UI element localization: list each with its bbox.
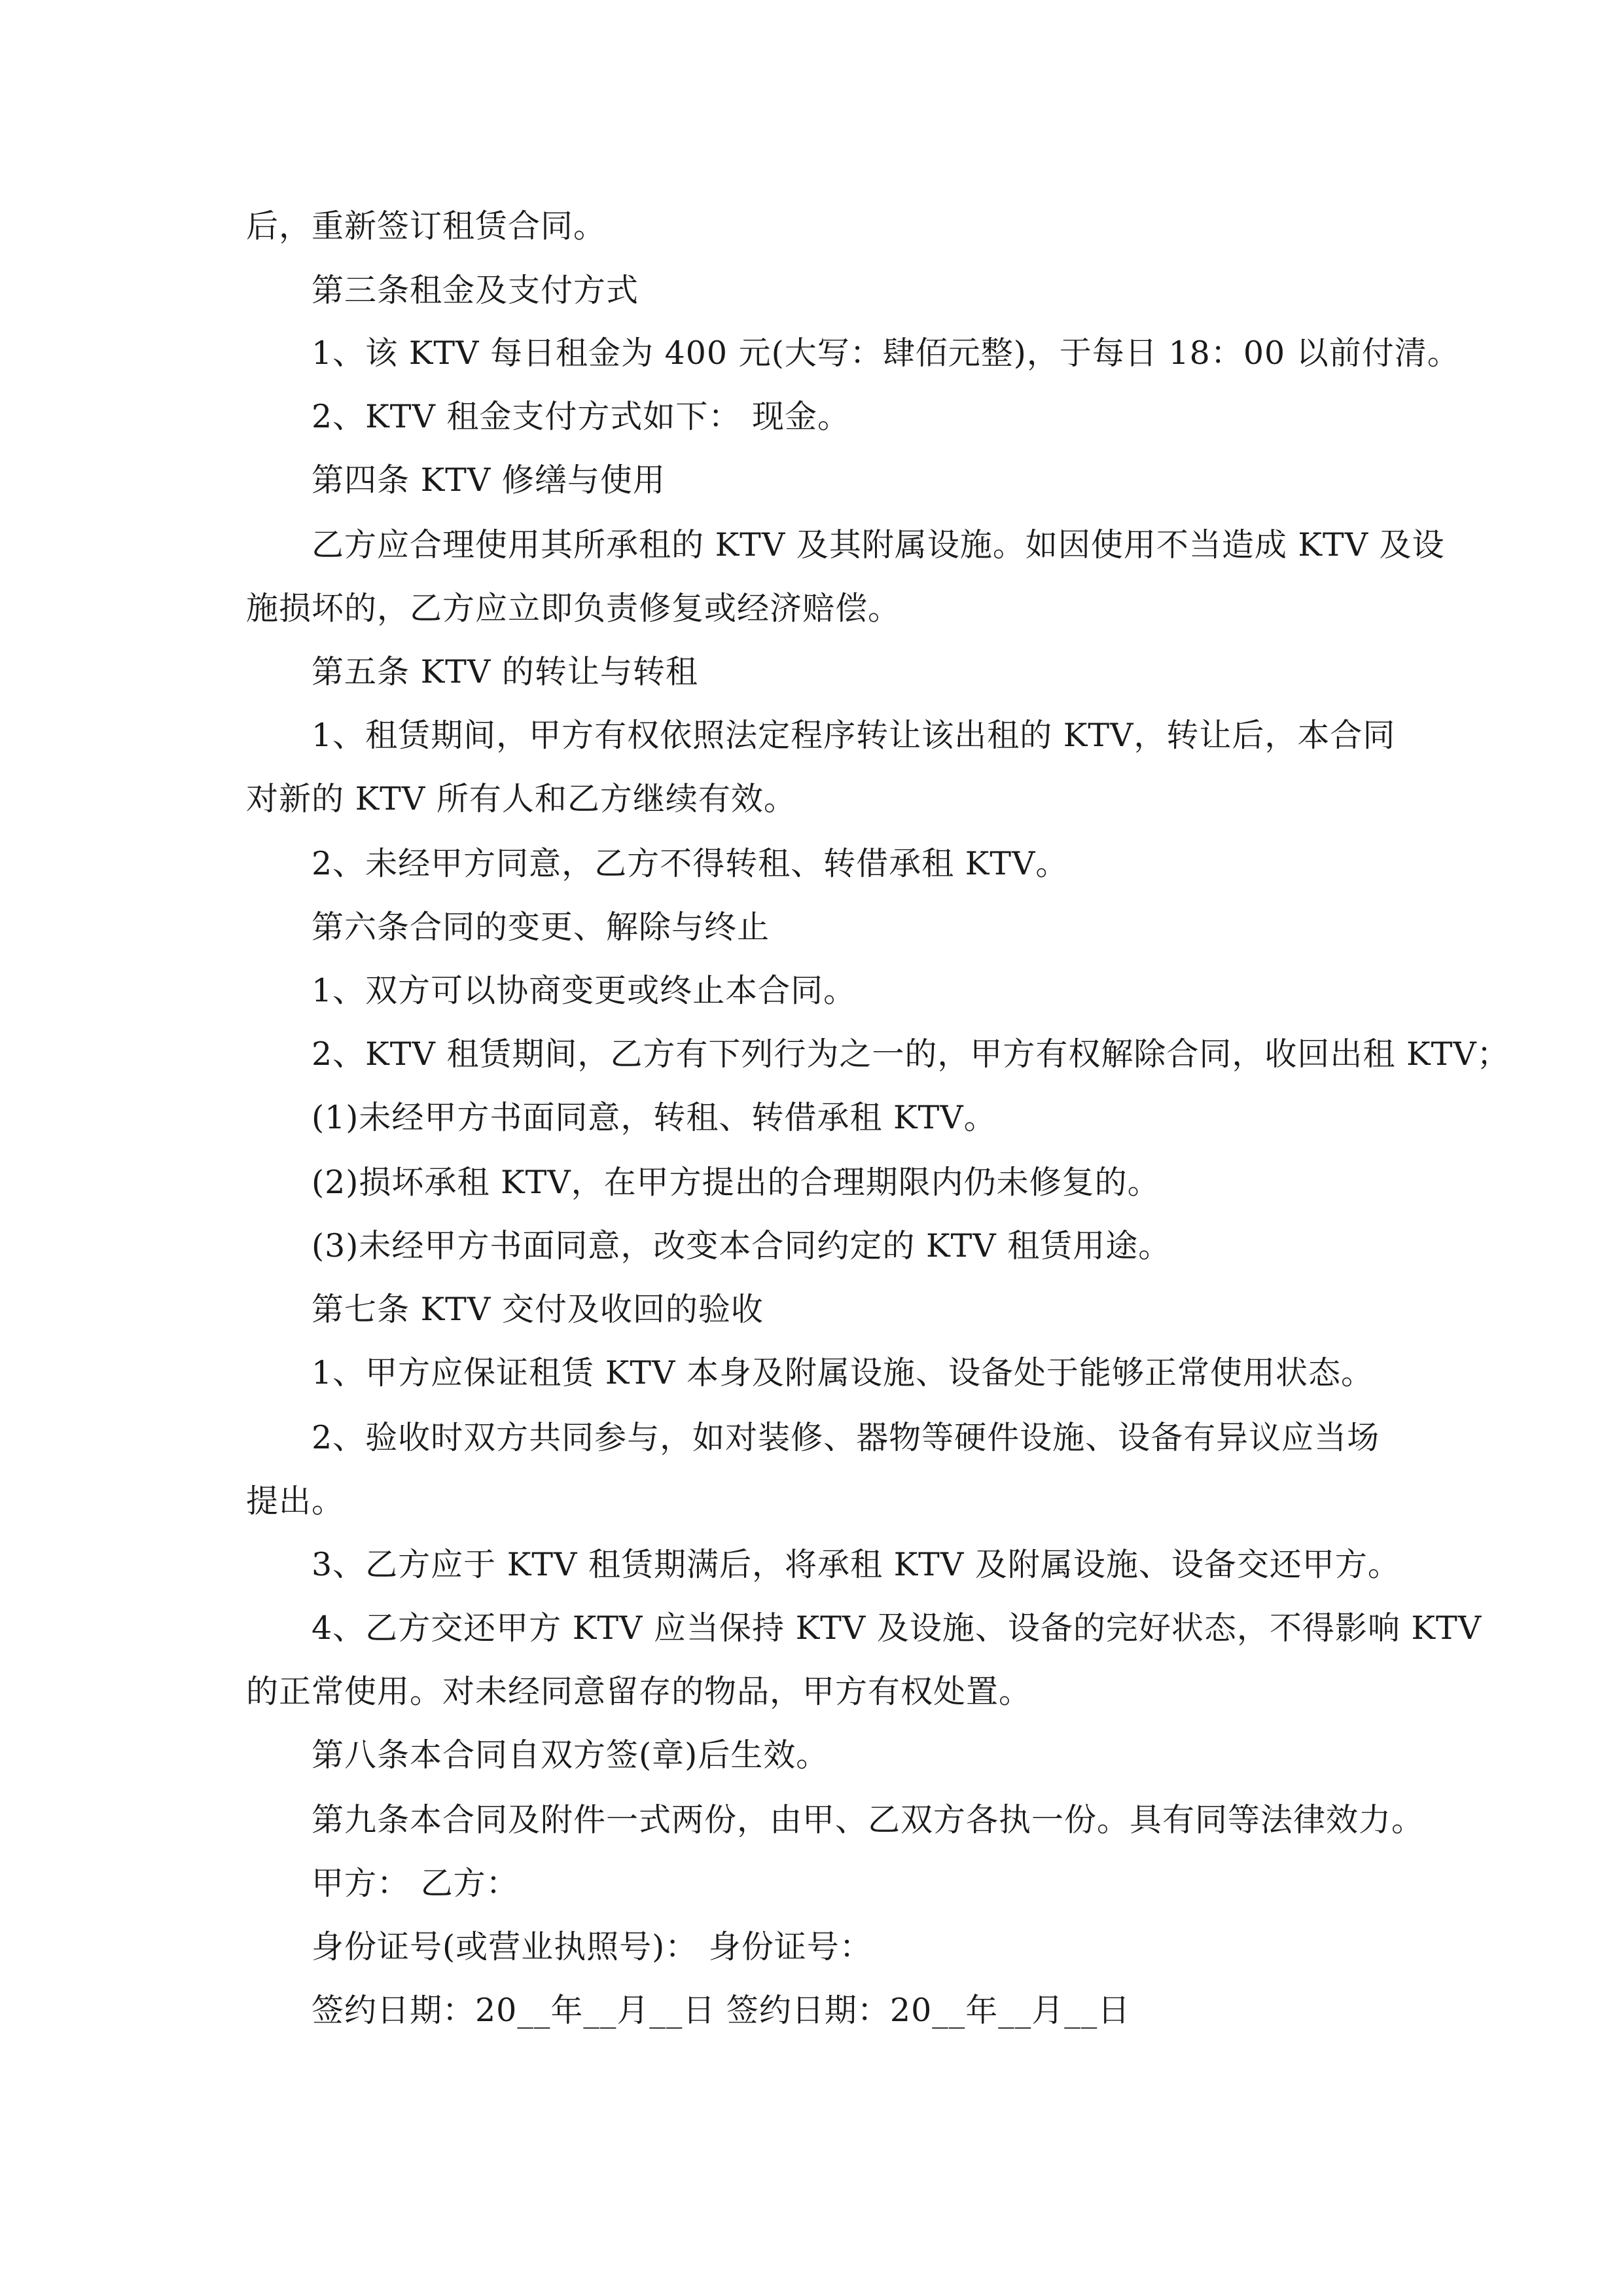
- section-heading: 第三条租金及支付方式: [312, 272, 639, 309]
- section-heading: 第四条 KTV 修缮与使用: [312, 461, 666, 499]
- signature-party-line: 甲方： 乙方：: [312, 1865, 519, 1902]
- text-line: 2、验收时双方共同参与，如对装修、器物等硬件设施、设备有异议应当场: [312, 1419, 1380, 1456]
- section-heading: 第八条本合同自双方签(章)后生效。: [312, 1736, 829, 1774]
- section-heading: 第六条合同的变更、解除与终止: [312, 908, 770, 946]
- text-line: (3)未经甲方书面同意，改变本合同约定的 KTV 租赁用途。: [312, 1227, 1171, 1265]
- text-line: 4、乙方交还甲方 KTV 应当保持 KTV 及设施、设备的完好状态，不得影响 KTV: [312, 1609, 1482, 1647]
- text-line: 1、双方可以协商变更或终止本合同。: [312, 972, 857, 1009]
- text-line: 乙方应合理使用其所承租的 KTV 及其附属设施。如因使用不当造成 KTV 及设: [312, 526, 1445, 564]
- text-line: 2、KTV 租金支付方式如下： 现金。: [312, 398, 851, 435]
- text-line: 的正常使用。对未经同意留存的物品，甲方有权处置。: [246, 1673, 1032, 1710]
- text-line: 1、甲方应保证租赁 KTV 本身及附属设施、设备处于能够正常使用状态。: [312, 1354, 1374, 1391]
- text-line: 2、未经甲方同意，乙方不得转租、转借承租 KTV。: [312, 845, 1069, 882]
- text-line: 后，重新签订租赁合同。: [246, 207, 607, 245]
- signature-id-line: 身份证号(或营业执照号)： 身份证号：: [312, 1928, 872, 1965]
- text-line: 3、乙方应于 KTV 租赁期满后，将承租 KTV 及附属设施、设备交还甲方。: [312, 1546, 1400, 1583]
- section-heading: 第七条 KTV 交付及收回的验收: [312, 1291, 764, 1328]
- text-line: 1、租赁期间，甲方有权依照法定程序转让该出租的 KTV，转让后，本合同: [312, 717, 1396, 754]
- signature-date-line: 签约日期：20__年__月__日 签约日期：20__年__月__日: [312, 1992, 1131, 2029]
- section-heading: 第九条本合同及附件一式两份，由甲、乙双方各执一份。具有同等法律效力。: [312, 1801, 1425, 1839]
- section-heading: 第五条 KTV 的转让与转租: [312, 653, 698, 691]
- text-line: 施损坏的，乙方应立即负责修复或经济赔偿。: [246, 590, 901, 627]
- text-line: (2)损坏承租 KTV，在甲方提出的合理期限内仍未修复的。: [312, 1164, 1160, 1201]
- text-line: 提出。: [246, 1482, 345, 1520]
- text-line: 对新的 KTV 所有人和乙方继续有效。: [246, 780, 796, 817]
- text-line: (1)未经甲方书面同意，转租、转借承租 KTV。: [312, 1099, 997, 1136]
- text-line: 1、该 KTV 每日租金为 400 元(大写：肆佰元整)，于每日 18：00 以前付清。: [312, 334, 1460, 372]
- text-line: 2、KTV 租赁期间，乙方有下列行为之一的，甲方有权解除合同，收回出租 KTV；: [312, 1035, 1510, 1073]
